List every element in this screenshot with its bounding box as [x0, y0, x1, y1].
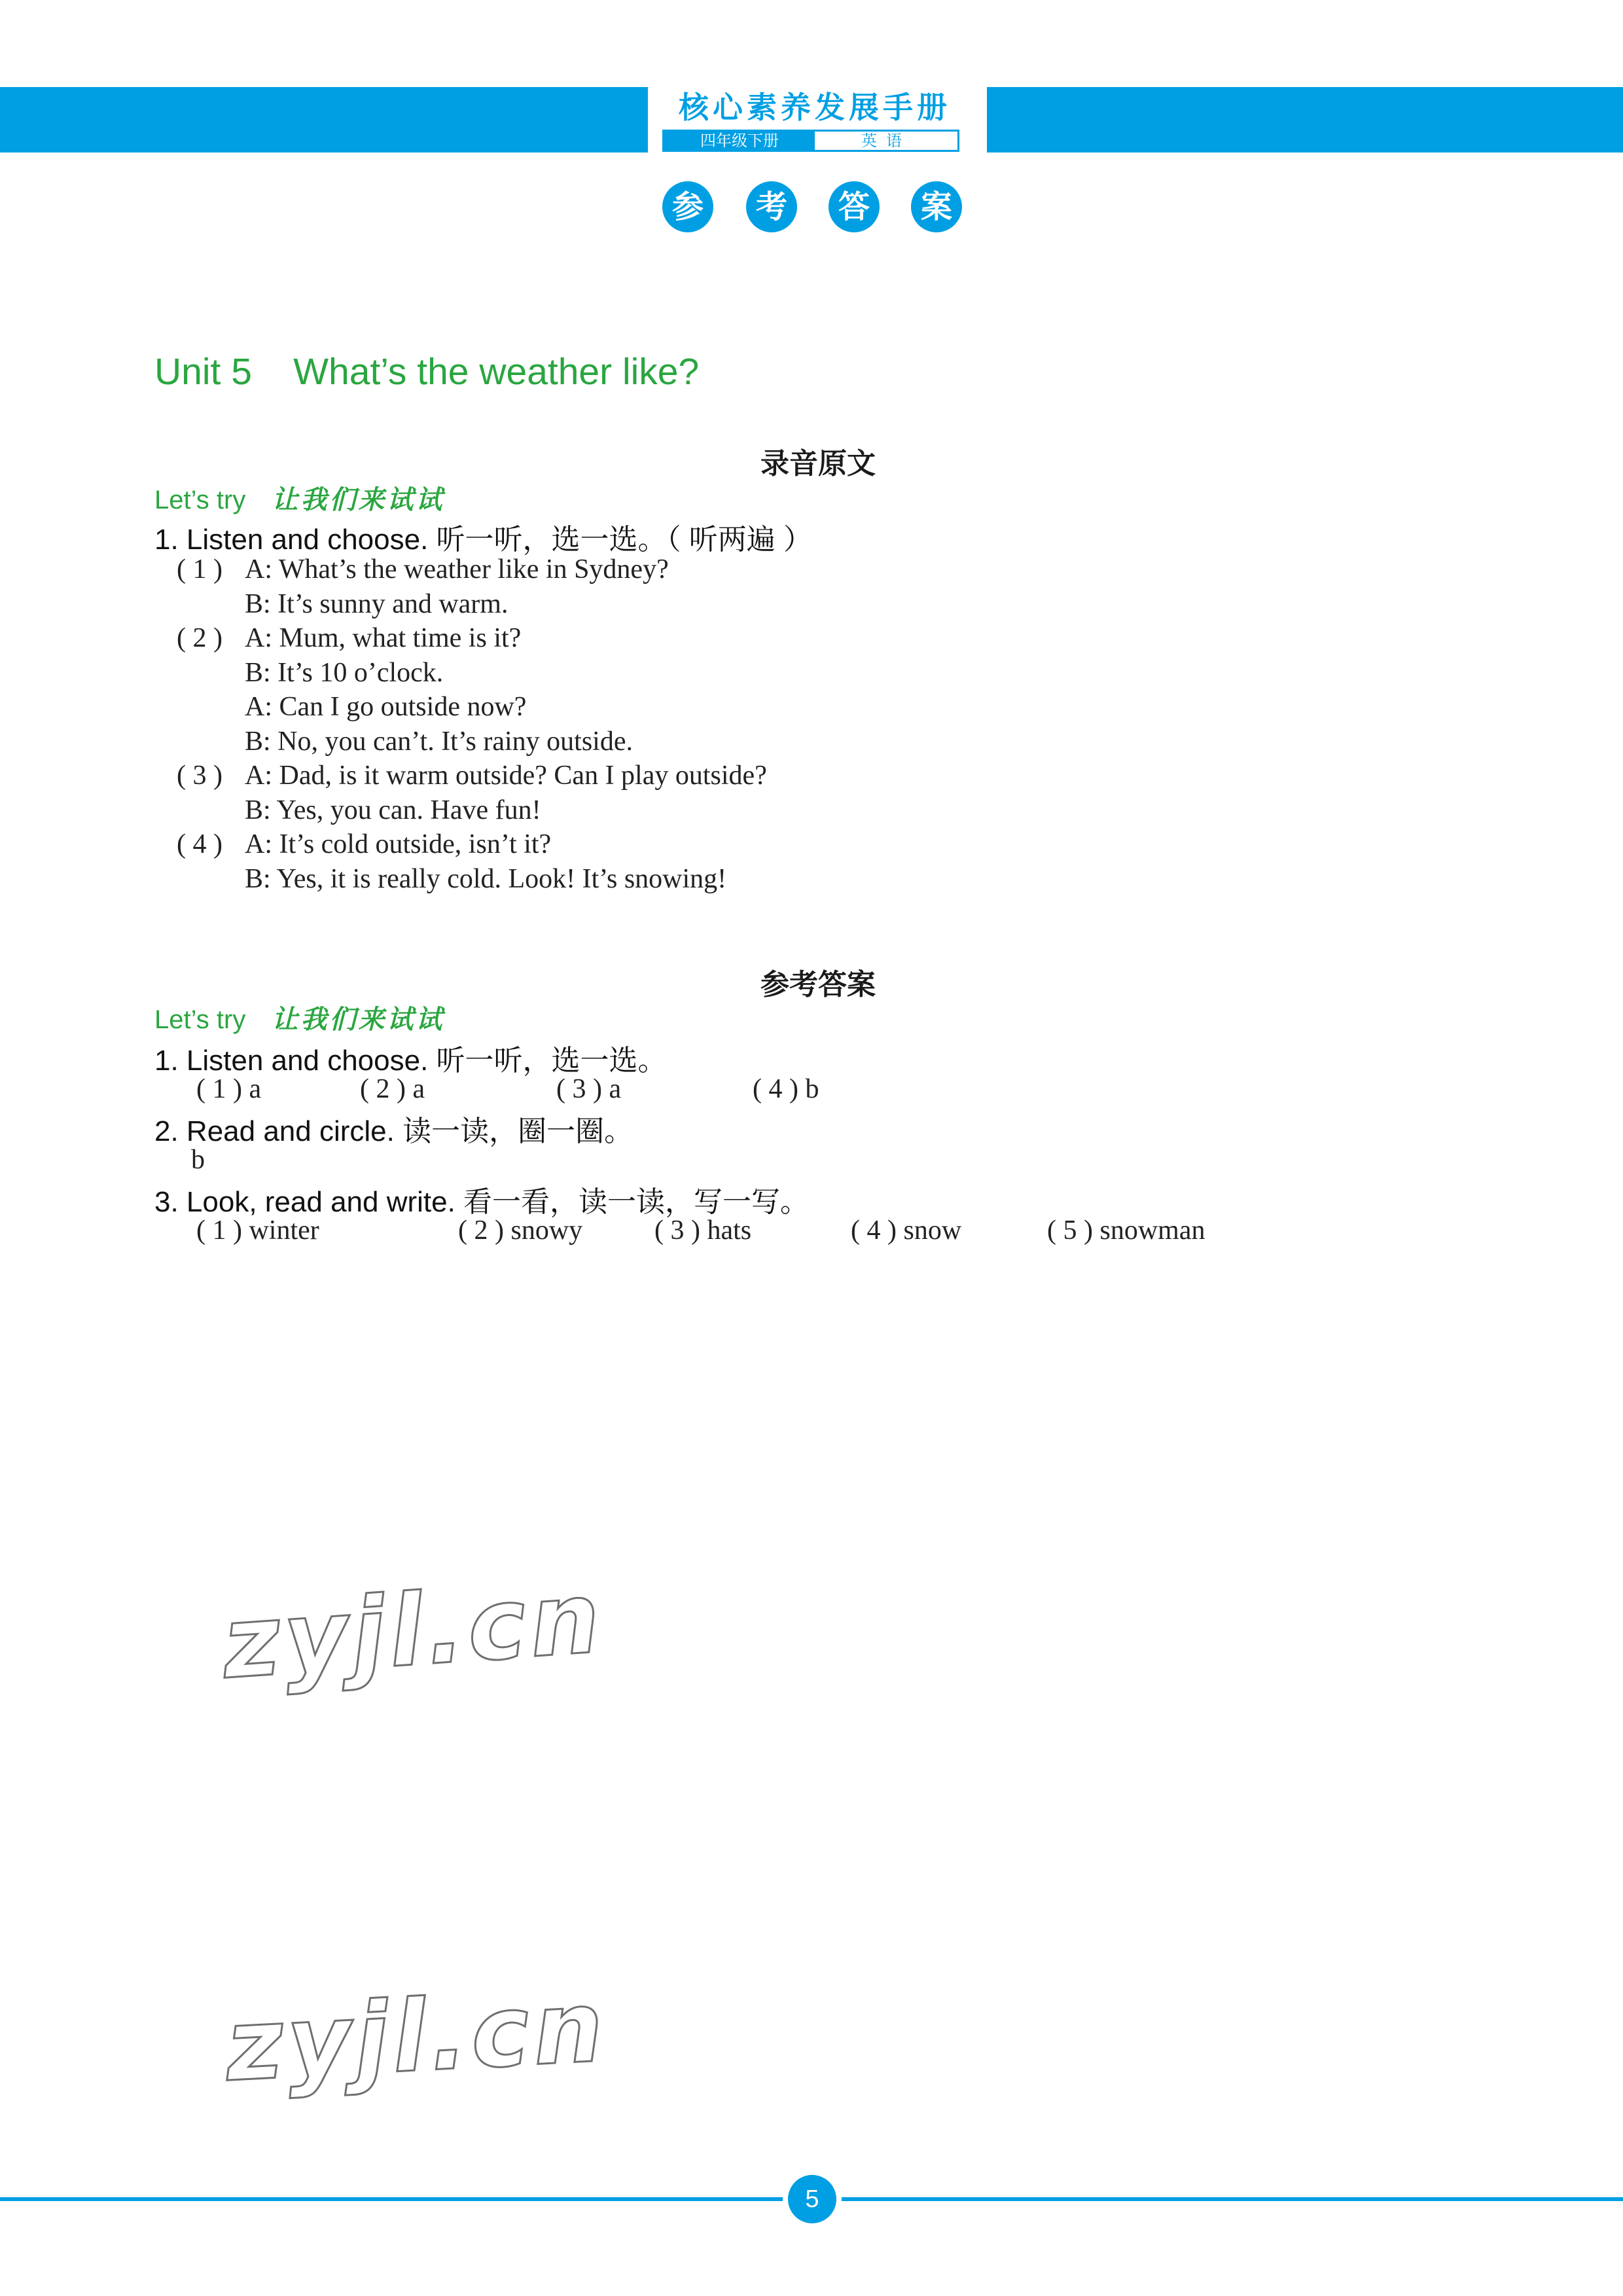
footer-line-right [842, 2197, 1623, 2201]
answer-item: ( 1 ) a [196, 1074, 262, 1104]
answers-task-3: 3. Look, read and write. 看一看，读一读，写一写。 [154, 1186, 810, 1218]
item-number: ( 2 ) [177, 623, 223, 653]
header-band-right [987, 87, 1623, 152]
answers-task-2: 2. Read and circle. 读一读，圈一圈。 [154, 1115, 633, 1147]
watermark-logo: zyjl.cn [219, 1560, 607, 1702]
book-title: 核心素养发展手册 [679, 90, 951, 125]
section-label-en: Let’s try [154, 1005, 246, 1034]
dialogue-line: B: It’s 10 o’clock. [245, 658, 444, 688]
answer-char-4: 案 [911, 181, 962, 232]
grade-label: 四年级下册 [664, 132, 815, 150]
unit-title: Unit 5 What’s the weather like? [154, 351, 700, 393]
item-number: ( 3 ) [177, 761, 223, 791]
answer-char-3: 答 [829, 181, 880, 232]
answers-heading: 参考答案 [760, 968, 876, 1001]
footer-line-left [0, 2197, 783, 2201]
answer-item: ( 4 ) b [753, 1074, 819, 1104]
answer-item: b [191, 1145, 205, 1175]
watermark-logo: zyjl.cn [223, 1969, 610, 2104]
grade-subject-box [662, 130, 959, 152]
page-number: 5 [788, 2175, 836, 2223]
answer-item: ( 2 ) snowy [458, 1215, 583, 1246]
section-label-cn: 让我们来试试 [272, 1004, 445, 1035]
dialogue-line: B: No, you can’t. It’s rainy outside. [245, 726, 633, 757]
answer-key-banner [662, 181, 963, 234]
answer-char-2: 考 [746, 181, 797, 232]
answer-item: ( 2 ) a [360, 1074, 425, 1104]
dialogue-line: B: Yes, you can. Have fun! [245, 795, 541, 825]
transcript-section-label [154, 479, 444, 516]
answer-item: ( 4 ) snow [851, 1215, 962, 1246]
answers-section-label [154, 999, 444, 1036]
answer-char-1: 参 [662, 181, 713, 232]
answers-task-1: 1. Listen and choose. 听一听，选一选。 [154, 1045, 667, 1077]
dialogue-line: A: Dad, is it warm outside? Can I play outside? [245, 761, 767, 791]
section-label-cn: 让我们来试试 [272, 484, 445, 515]
header-band-left [0, 87, 648, 152]
dialogue-line: A: Mum, what time is it? [245, 623, 522, 653]
item-number: ( 1 ) [177, 554, 223, 584]
dialogue-line: A: It’s cold outside, isn’t it? [245, 829, 552, 859]
answer-item: ( 1 ) winter [196, 1215, 319, 1246]
dialogue-line: A: What’s the weather like in Sydney? [245, 554, 669, 584]
dialogue-line: B: It’s sunny and warm. [245, 589, 508, 619]
dialogue-line: B: Yes, it is really cold. Look! It’s snowing! [245, 864, 727, 894]
answer-item: ( 3 ) hats [654, 1215, 752, 1246]
answer-item: ( 3 ) a [556, 1074, 622, 1104]
answer-item: ( 5 ) snowman [1047, 1215, 1205, 1246]
transcript-heading: 录音原文 [760, 447, 876, 480]
subject-label: 英语 [861, 132, 911, 150]
section-label-en: Let’s try [154, 486, 246, 514]
transcript-task: 1. Listen and choose. 听一听，选一选。（ 听两遍 ） [154, 524, 812, 556]
dialogue-line: A: Can I go outside now? [245, 692, 527, 722]
item-number: ( 4 ) [177, 829, 223, 859]
